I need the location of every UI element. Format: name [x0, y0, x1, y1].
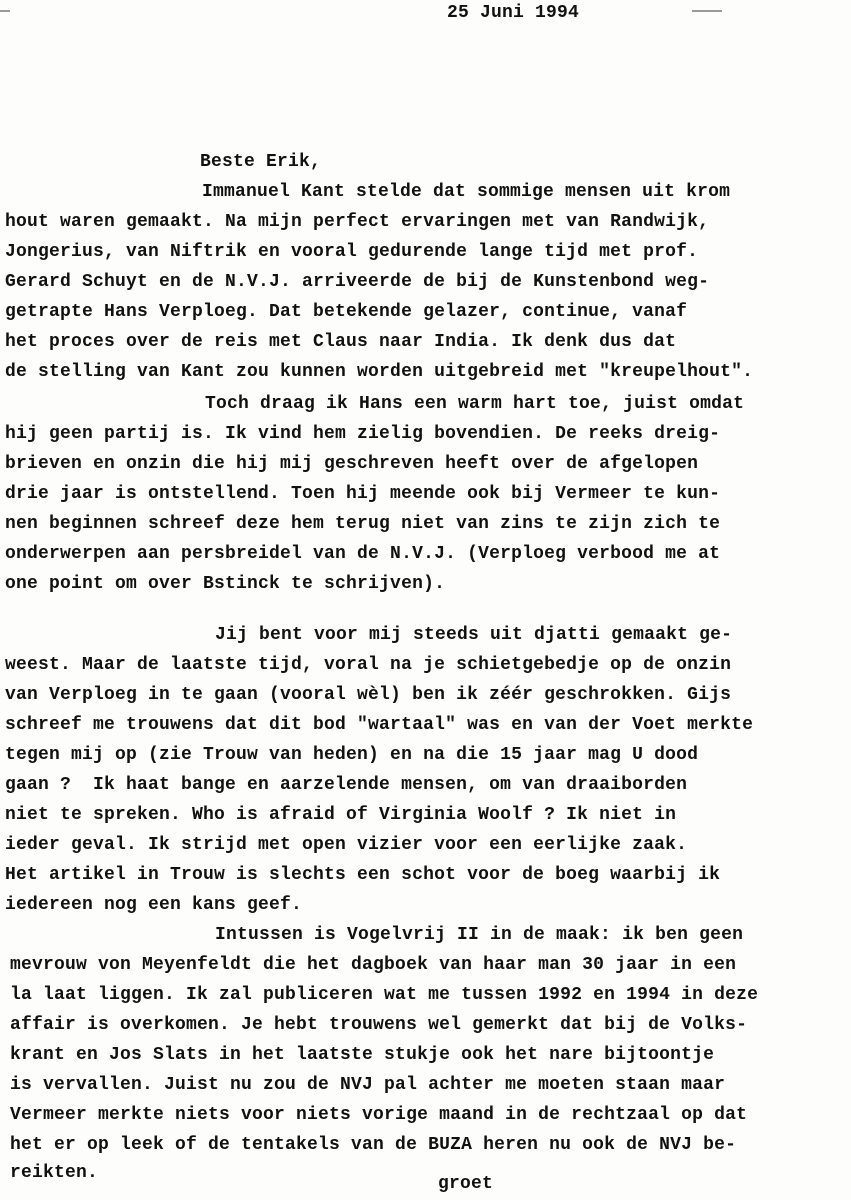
letter-line: mevrouw von Meyenfeldt die het dagboek van haar man 30 jaar in een — [10, 955, 737, 975]
letter-line: het er op leek of de tentakels van de BUZA heren nu ook de NVJ be- — [10, 1135, 737, 1155]
letter-line: Jij bent voor mij steeds uit djatti gemaakt ge- — [215, 625, 733, 645]
letter-line: weest. Maar de laatste tijd, voral na je schietgebedje op de onzin — [5, 655, 732, 675]
letter-line: iedereen nog een kans geef. — [5, 895, 303, 915]
letter-line: affair is overkomen. Je hebt trouwens wel gemerkt dat bij de Volks- — [10, 1015, 748, 1035]
letter-line: hij geen partij is. Ik vind hem zielig bovendien. De reeks dreig- — [5, 424, 721, 444]
letter-date: 25 Juni 1994 — [447, 3, 580, 23]
letter-line: is vervallen. Juist nu zou de NVJ pal achter me moeten staan maar — [10, 1075, 726, 1095]
letter-closing: groet — [438, 1174, 494, 1194]
letter-salutation: Beste Erik, — [200, 152, 322, 172]
letter-line: ieder geval. Ik strijd met open vizier voor een eerlijke zaak. — [5, 835, 688, 855]
letter-line: Gerard Schuyt en de N.V.J. arriveerde de bij de Kunstenbond weg- — [5, 272, 710, 292]
letter-line: krant en Jos Slats in het laatste stukje ook het nare bijtoontje — [10, 1045, 715, 1065]
corner-mark — [692, 10, 722, 12]
letter-line: niet te spreken. Who is afraid of Virginia Woolf ? Ik niet in — [5, 805, 677, 825]
letter-line: la laat liggen. Ik zal publiceren wat me tussen 1992 en 1994 in deze — [10, 985, 759, 1005]
letter-line: schreef me trouwens dat dit bod "wartaal" was en van der Voet merkte — [5, 715, 754, 735]
letter-line: Immanuel Kant stelde dat sommige mensen uit krom — [202, 182, 731, 202]
letter-line: one point om over Bstinck te schrijven). — [5, 574, 446, 594]
letter-line: Vermeer merkte niets voor niets vorige maand in de rechtzaal op dat — [10, 1105, 748, 1125]
letter-line: tegen mij op (zie Trouw van heden) en na die 15 jaar mag U dood — [5, 745, 699, 765]
letter-line: Toch draag ik Hans een warm hart toe, juist omdat — [205, 394, 745, 414]
letter-line: reikten. — [10, 1163, 99, 1183]
letter-line: hout waren gemaakt. Na mijn perfect ervaringen met van Randwijk, — [5, 212, 710, 232]
letter-line: getrapte Hans Verploeg. Dat betekende gelazer, continue, vanaf — [5, 302, 688, 322]
letter-line: brieven en onzin die hij mij geschreven heeft over de afgelopen — [5, 454, 699, 474]
letter-line: Intussen is Vogelvrij II in de maak: ik ben geen — [215, 925, 744, 945]
letter-line: Jongerius, van Niftrik en vooral gedurende lange tijd met prof. — [5, 242, 699, 262]
corner-mark — [0, 10, 10, 12]
letter-line: drie jaar is ontstellend. Toen hij meende ook bij Vermeer te kun- — [5, 484, 721, 504]
letter-line: het proces over de reis met Claus naar India. Ik denk dus dat — [5, 332, 677, 352]
letter-line: onderwerpen aan persbreidel van de N.V.J. (Verploeg verbood me at — [5, 544, 721, 564]
letter-line: van Verploeg in te gaan (vooral wèl) ben ik zéér geschrokken. Gijs — [5, 685, 732, 705]
letter-line: nen beginnen schreef deze hem terug niet van zins te zijn zich te — [5, 514, 721, 534]
letter-line: Het artikel in Trouw is slechts een schot voor de boeg waarbij ik — [5, 865, 721, 885]
letter-line: de stelling van Kant zou kunnen worden uitgebreid met "kreupelhout". — [5, 362, 754, 382]
letter-line: gaan ? Ik haat bange en aarzelende mensen, om van draaiborden — [5, 775, 688, 795]
